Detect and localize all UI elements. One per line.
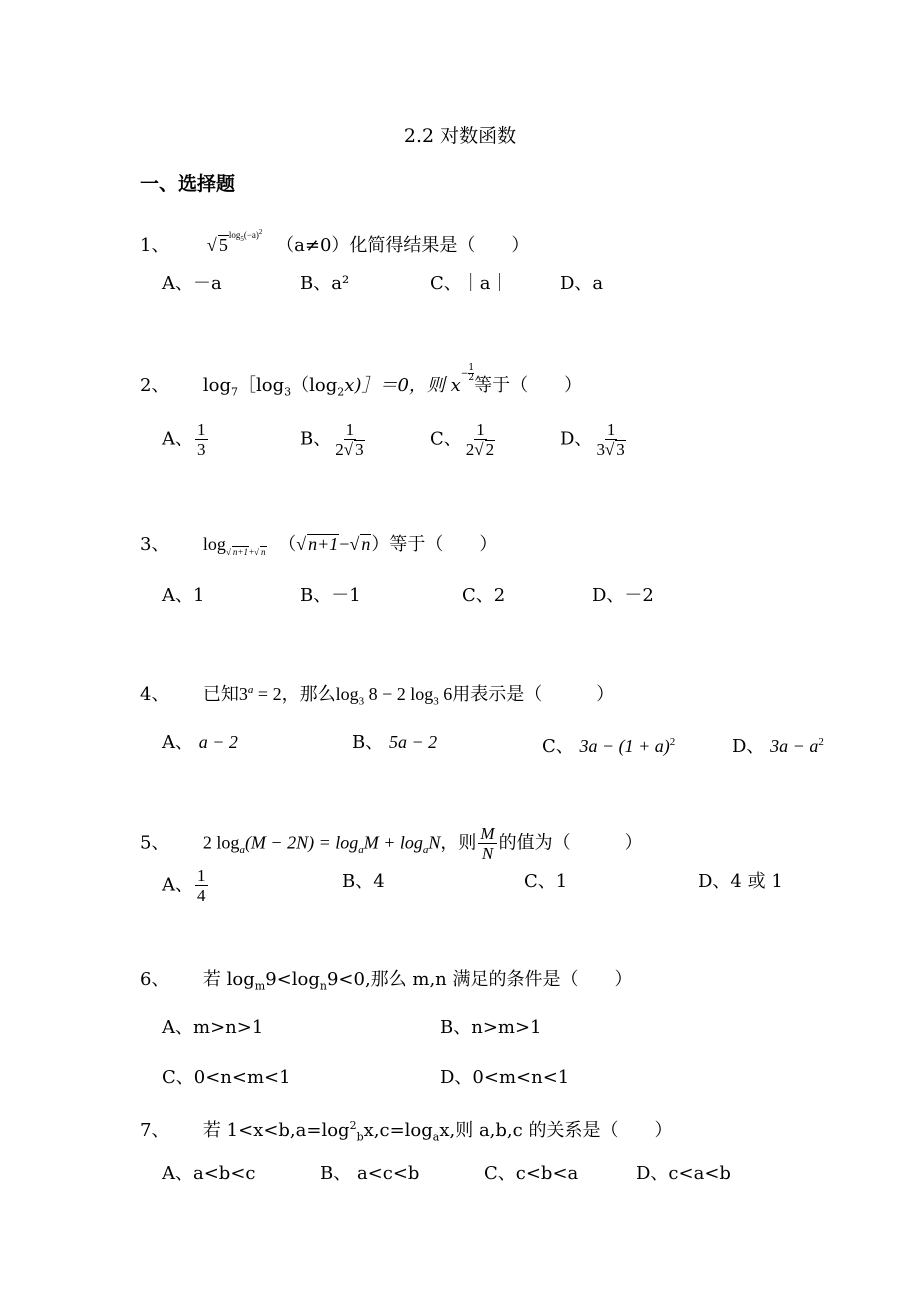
q6-option-c[interactable]: C、0<n<m<1 bbox=[162, 1067, 291, 1088]
question-6: 6、 若 $\log_m9<\log_n9<0$,那么 m,n 满足的条件是（ ） bbox=[140, 969, 633, 993]
q2-option-a[interactable]: A、 $\frac{1}{3}$ bbox=[162, 420, 206, 459]
q7-option-b[interactable]: B、 a<c<b bbox=[320, 1163, 420, 1184]
q6-option-a[interactable]: A、m>n>1 bbox=[162, 1017, 264, 1038]
q5-option-b[interactable]: B、4 bbox=[342, 871, 385, 892]
q6-option-b[interactable]: B、n>m>1 bbox=[440, 1017, 542, 1038]
q3-option-c[interactable]: C、2 bbox=[462, 585, 506, 606]
question-3: 3、 $\log_{√ n+1+√ n}$ （√ n+1−√ n）等于（ ） bbox=[140, 534, 498, 557]
q4-option-d[interactable]: D、 $3a - a^2$ bbox=[732, 736, 824, 757]
q5-option-d[interactable]: D、4 或 1 bbox=[698, 871, 783, 892]
q7-option-d[interactable]: D、c<a<b bbox=[636, 1163, 731, 1184]
question-1 bbox=[140, 226, 529, 258]
q2-number: 2、 bbox=[140, 375, 170, 396]
q3-option-b[interactable]: B、－1 bbox=[300, 585, 361, 606]
q1-option-c[interactable]: C、｜a｜ bbox=[430, 273, 509, 294]
question-2: 2、 $\log_7[\log_3(\log_2x)]=0$，则 $x^{- \frac{1}{2}}$ 等于（ ） bbox=[140, 363, 583, 399]
q2-option-b[interactable]: B、 $\frac{1}{2√ 3}$ bbox=[300, 420, 364, 459]
q2-option-c[interactable]: C、 $\frac{1}{2√ 2}$ bbox=[430, 420, 495, 459]
q7-option-a[interactable]: A、a<b<c bbox=[162, 1163, 256, 1184]
question-4: 4、 已知$3^a = 2$，那么$\log_3 8 - 2$ $\log_3 6$用表示是（ ） bbox=[140, 684, 615, 708]
section-heading: 一、选择题 bbox=[140, 173, 236, 195]
q5-option-a[interactable]: A、 $\frac{1}{4}$ bbox=[162, 866, 206, 905]
q4-option-b[interactable]: B、 5a − 2 bbox=[352, 732, 438, 753]
q5-option-c[interactable]: C、1 bbox=[524, 871, 568, 892]
q6-number: 6、 bbox=[140, 969, 170, 990]
q4-number: 4、 bbox=[140, 684, 170, 705]
q4-option-c[interactable]: C、 $3a - (1 + a)^2$ bbox=[542, 736, 676, 757]
q5-number: 5、 bbox=[140, 832, 170, 854]
q6-option-d[interactable]: D、0<m<n<1 bbox=[440, 1067, 570, 1088]
q3-option-d[interactable]: D、－2 bbox=[592, 585, 654, 606]
q3-number: 3、 bbox=[140, 534, 170, 555]
q1-option-d[interactable]: D、a bbox=[560, 273, 604, 294]
q1-option-b[interactable]: B、a² bbox=[300, 273, 350, 294]
q1-radical: √ $5^{log_5(-a)^2}$ bbox=[206, 228, 263, 255]
page-title: 2.2 对数函数 bbox=[403, 125, 517, 147]
q2-option-d[interactable]: D、 $\frac{1}{3√ 3}$ bbox=[560, 420, 625, 459]
q7-number: 7、 bbox=[140, 1120, 170, 1141]
q1-condition: （a≠0）化简得结果是（ ） bbox=[276, 235, 530, 256]
q3-option-a[interactable]: A、1 bbox=[162, 585, 205, 606]
q4-option-a[interactable]: A、 a − 2 bbox=[162, 732, 238, 753]
question-7: 7、 若 $1<x<b,a=\log^2_bx,c=\log_ax$,则 a,b,c 的关系是（ ） bbox=[140, 1119, 673, 1144]
q1-option-a[interactable]: A、－a bbox=[162, 273, 222, 294]
q7-option-c[interactable]: C、c<b<a bbox=[484, 1163, 579, 1184]
q1-number: 1、 bbox=[140, 235, 170, 256]
question-5: 5、 2 $\log_a(M - 2N) = \log_aM + \log_aN$，则 $\frac{M}{N}$ 的值为（ ） bbox=[140, 824, 643, 863]
